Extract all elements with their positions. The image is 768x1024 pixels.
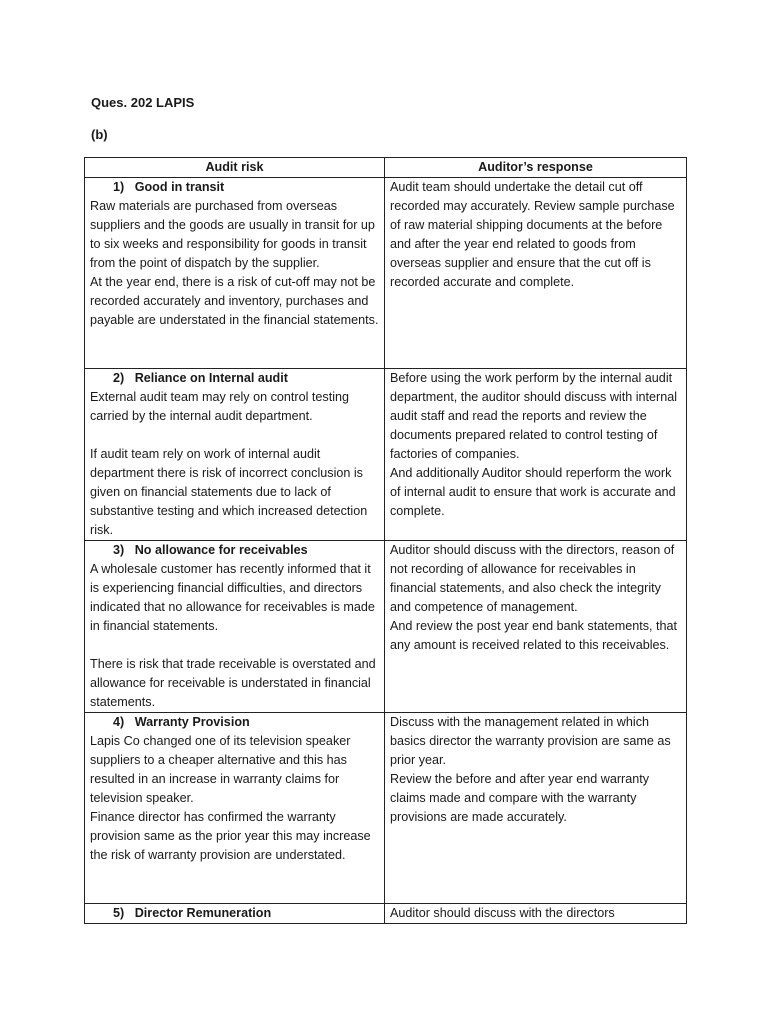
question-part: (b) <box>91 127 108 142</box>
risk-cell <box>85 541 385 713</box>
response-cell <box>385 713 687 904</box>
response-cell <box>385 904 687 924</box>
risk-cell <box>85 904 385 924</box>
response-cell <box>385 369 687 541</box>
response-cell <box>385 541 687 713</box>
risk-text: A wholesale customer has recently informed that it is experiencing financial difficulties, and directors indicated that no allowance for receivables is made in financial statements. <box>90 562 375 633</box>
risk-text: At the year end, there is a risk of cut-off may not be recorded accurately and inventory, purchases and payable are understated in the financial statements. <box>90 275 379 327</box>
column-header-audit-risk: Audit risk <box>85 158 385 178</box>
risk-text: If audit team rely on work of internal audit department there is risk of incorrect conclusion is given on financial statements due to lack of substantive testing and which increased detection risk. <box>90 447 368 537</box>
table-row <box>85 904 687 924</box>
table-header-row <box>85 158 687 178</box>
risk-cell <box>85 713 385 904</box>
table-row <box>85 178 687 369</box>
risk-text: There is risk that trade receivable is overstated and allowance for receivable is understated in financial statements. <box>90 657 376 709</box>
question-title: Ques. 202 LAPIS <box>91 95 195 110</box>
risk-title: 2) Reliance on Internal audit <box>113 371 288 385</box>
response-text: Before using the work perform by the internal audit department, the auditor should discuss with internal audit staff and read the reports and review the documents prepared related to control testing of factories of companies. <box>390 371 678 461</box>
risk-text: Lapis Co changed one of its television speaker suppliers to a cheaper alternative and this has resulted in an increase in warranty claims for television speaker. <box>90 734 351 805</box>
paragraph-gap <box>90 426 379 445</box>
risk-title: 4) Warranty Provision <box>113 715 250 729</box>
column-header-auditor-response: Auditor’s response <box>385 158 687 178</box>
risk-text: Raw materials are purchased from overseas suppliers and the goods are usually in transit for up to six weeks and responsibility for goods in transit from the point of dispatch by the supplier. <box>90 199 375 270</box>
table-row <box>85 713 687 904</box>
response-text: Review the before and after year end warranty claims made and compare with the warranty provisions are made accurately. <box>390 772 650 824</box>
response-text: And additionally Auditor should reperform the work of internal audit to ensure that work is accurate and complete. <box>390 466 676 518</box>
risk-title: 3) No allowance for receivables <box>113 543 308 557</box>
response-text: Auditor should discuss with the directors <box>390 906 615 920</box>
table-row <box>85 541 687 713</box>
audit-risk-table <box>84 157 687 924</box>
response-cell <box>385 178 687 369</box>
risk-cell <box>85 369 385 541</box>
paragraph-gap <box>90 636 379 655</box>
response-text: Auditor should discuss with the directors, reason of not recording of allowance for receivables in financial statements, and also check the integrity and competence of management. <box>390 543 675 614</box>
risk-text: External audit team may rely on control testing carried by the internal audit department. <box>90 390 349 423</box>
response-text: Discuss with the management related in which basics director the warranty provision are same as prior year. <box>390 715 671 767</box>
risk-title: 5) Director Remuneration <box>113 906 272 920</box>
risk-title: 1) Good in transit <box>113 180 225 194</box>
response-text: And review the post year end bank statements, that any amount is received related to this receivables. <box>390 619 678 652</box>
table-row <box>85 369 687 541</box>
risk-cell <box>85 178 385 369</box>
response-text: Audit team should undertake the detail cut off recorded may accurately. Review sample purchase of raw material shipping documents at the before and after the year end related to goods from overseas supplier and ensure that the cut off is recorded accurate and complete. <box>390 180 675 289</box>
risk-text: Finance director has confirmed the warranty provision same as the prior year this may increase the risk of warranty provision are understated. <box>90 810 371 862</box>
